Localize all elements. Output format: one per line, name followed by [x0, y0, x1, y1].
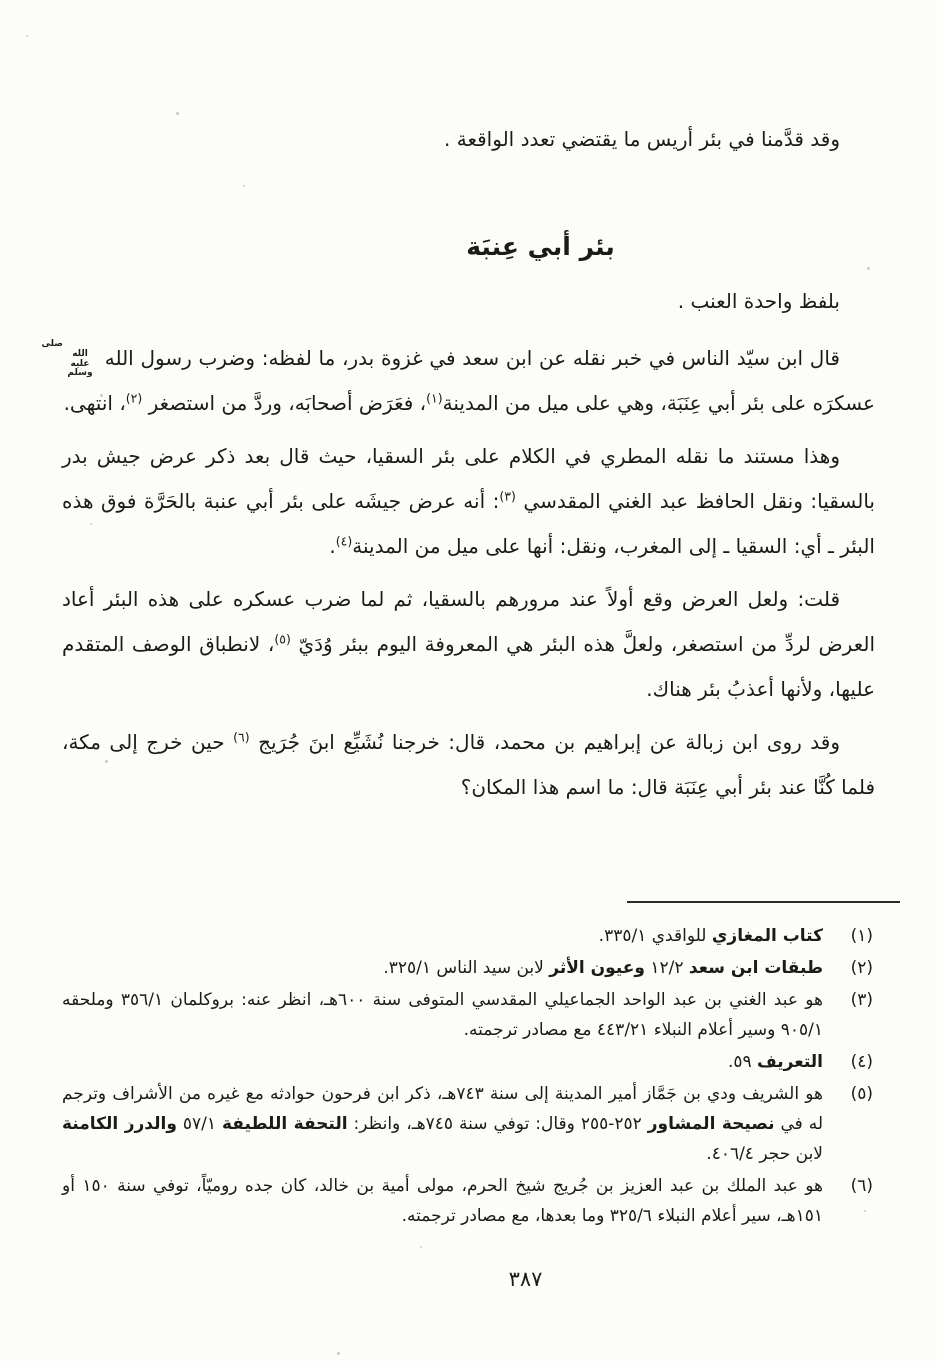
footnote: [62, 985, 875, 1045]
text-run: لابن سيد الناس ٣٢٥/١.: [383, 958, 550, 978]
footnote-text: [383, 958, 823, 978]
footnote-reference: (٥): [274, 631, 291, 647]
footnote-reference: (٣): [499, 488, 516, 504]
book-title-text: التحفة اللطيفة: [221, 1114, 348, 1134]
text-run: : أنه عرض جيشَه على بئر أبي عنبة بالحَرَّة فوق هذه البئر ـ أي: السقيا ـ إلى المغرب، ونقل: أنها على ميل من المدينة: [62, 489, 875, 558]
footnote-text: [728, 1052, 823, 1072]
text-run: ٥٧/١: [176, 1114, 222, 1134]
section-title: بئر أبي عِنبَة: [466, 232, 615, 261]
footnote-reference: (٤): [335, 533, 353, 549]
text-run: ٢٥٢-٢٥٥ وقال: توفي سنة ٧٤٥هـ، وانظر:: [347, 1114, 648, 1134]
body-paragraph: [62, 434, 875, 569]
footnote-text: [62, 990, 823, 1040]
body-paragraph: [62, 720, 875, 810]
text-run: .: [329, 534, 336, 558]
scan-speck: [420, 1246, 422, 1248]
footnote-reference: (٢): [125, 390, 143, 406]
text-run: هو عبد الغني بن عبد الواحد الجماعيلي المقدسي المتوفى سنة ٦٠٠هـ، انظر عنه: بروكلمان ٣٥٦/١ وملحقه ٩٠٥/١ وسير أعلام النبلاء ٤٤٣/٢١ مع مصادر ترجمته.: [62, 990, 823, 1040]
text-run: وهذا مستند ما نقله المطري في الكلام على بئر السقيا، حيث قال بعد ذكر عرض جيش بدر بالسقيا: ونقل الحافظ عبد الغني المقدسي: [62, 444, 876, 513]
footnote: [62, 921, 875, 951]
book-title-text: كتاب المغازي: [711, 926, 823, 946]
footnote-number: (١): [850, 926, 873, 946]
footnote-reference: (٦): [233, 729, 250, 745]
body-paragraph: [41, 336, 875, 426]
footnote-reference: (١): [426, 390, 443, 406]
footnote-separator: [627, 901, 900, 903]
text-run: هو الشريف ودي بن جَمَّاز أمير المدينة إلى سنة ٧٤٣هـ، ذكر ابن فرحون حوادثه مع غيره من الأشراف وترجم له في: [62, 1084, 824, 1134]
book-title-text: التعريف: [757, 1052, 823, 1072]
footnote-text: [62, 1176, 823, 1226]
footnote-number: (٥): [850, 1084, 873, 1104]
book-title-text: وعيون الأثر: [549, 958, 645, 978]
text-run: حين خرج إلى مكة، فلما كُنَّا عند بئر أبي عِنَبَة قال: ما اسم هذا المكان؟: [62, 730, 875, 799]
section-subtitle: بلفظ واحدة العنب .: [677, 289, 840, 313]
footnotes-block: [62, 921, 875, 1233]
text-run: ١٢/٢: [644, 958, 689, 978]
opening-line: وقد قدَّمنا في بئر أريس ما يقتضي تعدد الواقعة .: [444, 127, 840, 151]
text-run: قلت: ولعل العرض وقع أولاً عند مرورهم بالسقيا، ثم لما ضرب عسكره على هذه البئر أعاد العرض لردِّ من استصغر، ولعلَّ هذه البئر هي المعروفة اليوم ببئر وُدَيّ: [62, 587, 876, 656]
body-paragraph: [62, 577, 875, 712]
book-title-text: والدرر الكامنة: [62, 1114, 177, 1134]
footnote-number: (٣): [850, 990, 873, 1010]
text-run: ، لانطباق الوصف المتقدم عليها، ولأنها أعذبُ بئر هناك.: [62, 632, 875, 701]
text-run: ، فعَرَض أصحابَه، وردَّ من استصغر: [142, 391, 427, 415]
footnote-number: (٦): [850, 1176, 873, 1196]
text-run: ، انتهى.: [63, 391, 126, 415]
text-run: عسكرَه على بئر أبي عِنَبَة، وهي على ميل من المدينة: [442, 391, 875, 415]
scan-speck: [337, 1352, 340, 1355]
text-run: للواقدي ٣٣٥/١.: [598, 926, 712, 946]
footnote: [62, 1171, 875, 1231]
book-title-text: طبقات ابن سعد: [688, 958, 823, 978]
footnote-number: (٤): [850, 1052, 873, 1072]
page-number: ٣٨٧: [508, 1267, 543, 1291]
footnote-number: (٢): [850, 958, 873, 978]
scan-speck: [176, 112, 179, 115]
body-text: [41, 336, 876, 810]
footnote: [62, 1047, 875, 1077]
page-content: [41, 117, 876, 818]
text-run: ٥٩.: [727, 1052, 758, 1072]
text-run: لابن حجر ٤٠٦/٤.: [706, 1144, 823, 1164]
text-run: قال ابن سيّد الناس في خبر نقله عن ابن سعد في غزوة بدر، ما لفظه: وضرب رسول الله: [98, 346, 840, 370]
footnote-text: [62, 1084, 823, 1164]
text-run: وقد روى ابن زبالة عن إبراهيم بن محمد، قال: خرجنا نُشَيِّع ابنَ جُرَيج: [249, 730, 841, 754]
footnote: [62, 1079, 875, 1169]
footnote: [62, 953, 875, 983]
book-title-text: نصيحة المشاور: [647, 1114, 775, 1134]
prophet-honorific-icon: صلى الله عليه وسلم: [41, 338, 93, 379]
scan-speck: [26, 35, 28, 37]
footnote-text: [599, 926, 823, 946]
text-run: هو عبد الملك بن عبد العزيز بن جُريج شيخ الحرم، مولى أمية بن خالد، كان جده روميّاً، توفي سنة ١٥٠ أو ١٥١هـ، سير أعلام النبلاء ٣٢٥/٦ وما بعدها، مع مصادر ترجمته.: [62, 1176, 823, 1226]
